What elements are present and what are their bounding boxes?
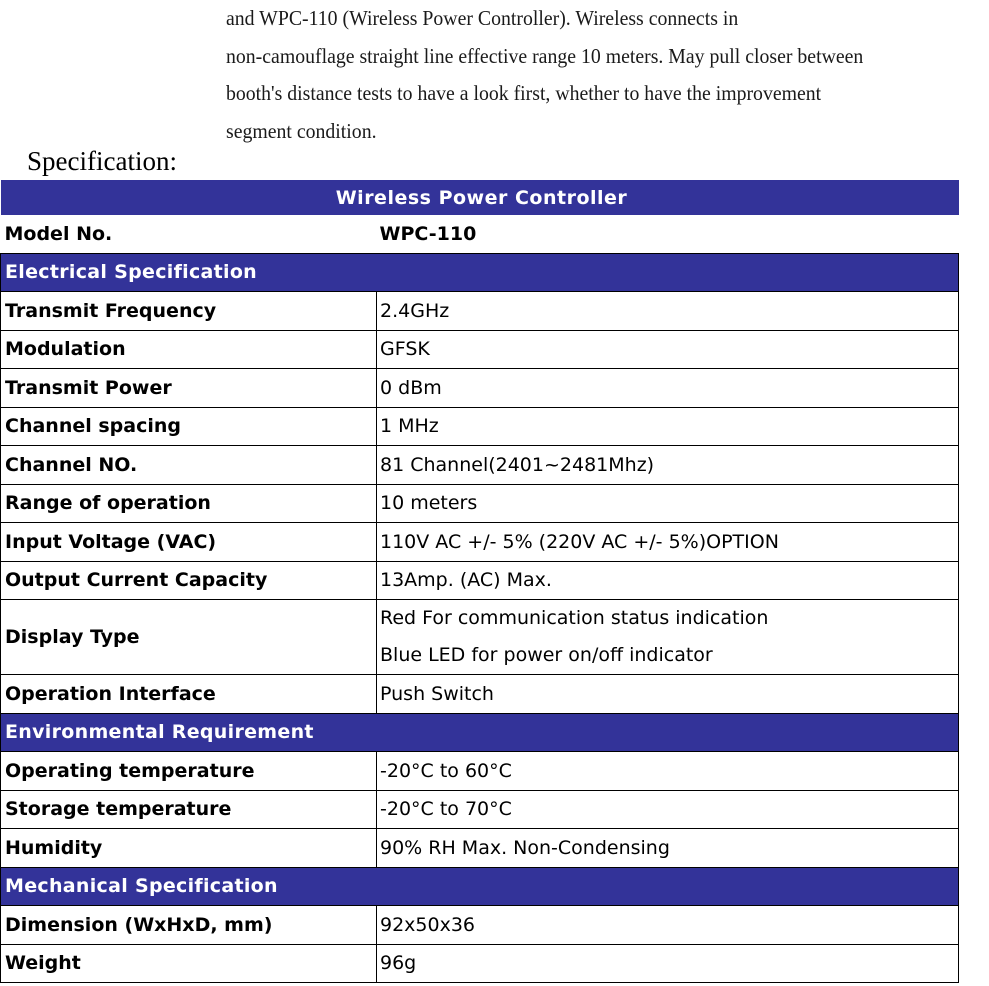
spec-value: 10 meters <box>377 484 959 523</box>
spec-label: Storage temperature <box>1 790 377 829</box>
spec-label: Range of operation <box>1 484 377 523</box>
section-title: Environmental Requirement <box>1 713 959 752</box>
spec-label: Transmit Power <box>1 369 377 408</box>
section-title: Electrical Specification <box>1 253 959 292</box>
spec-value: 0 dBm <box>377 369 959 408</box>
spec-label: Operating temperature <box>1 752 377 791</box>
section-header-electrical <box>1 253 959 292</box>
specification-heading: Specification: <box>27 146 177 176</box>
spec-label: Humidity <box>1 829 377 868</box>
product-name: WPC-110 (Wireless Power Controller) <box>259 6 566 30</box>
intro-paragraph <box>226 0 928 150</box>
section-header-mechanical <box>1 867 959 906</box>
display-type-line-1: Red For communication status indication <box>380 607 769 629</box>
section-title: Mechanical Specification <box>1 867 959 906</box>
table-row <box>1 561 959 600</box>
spec-label: Operation Interface <box>1 675 377 714</box>
table-title-row <box>1 180 959 215</box>
specification-table <box>0 180 959 983</box>
spec-label: Channel spacing <box>1 407 377 446</box>
spec-value: GFSK <box>377 330 959 369</box>
spec-value: -20°C to 60°C <box>377 752 959 791</box>
display-type-line-2: Blue LED for power on/off indicator <box>380 644 713 666</box>
spec-value: 110V AC +/- 5% (220V AC +/- 5%)OPTION <box>377 523 959 562</box>
table-row <box>1 446 959 485</box>
spec-value <box>377 600 959 675</box>
spec-label: Output Current Capacity <box>1 561 377 600</box>
table-row <box>1 292 959 331</box>
table-row <box>1 752 959 791</box>
intro-line-4: segment condition. <box>226 118 377 143</box>
spec-value: 90% RH Max. Non-Condensing <box>377 829 959 868</box>
spec-label: Input Voltage (VAC) <box>1 523 377 562</box>
spec-label: Modulation <box>1 330 377 369</box>
spec-label: Channel NO. <box>1 446 377 485</box>
spec-value: 2.4GHz <box>377 292 959 331</box>
spec-value: 13Amp. (AC) Max. <box>377 561 959 600</box>
intro-line-2: non-camouflage straight line effective range 10 meters. May pull closer between <box>226 43 864 68</box>
intro-line-1-prefix: and <box>226 6 260 30</box>
table-row <box>1 675 959 714</box>
table-row <box>1 944 959 983</box>
model-label: Model No. <box>4 222 113 245</box>
table-row <box>1 906 959 945</box>
table-row <box>1 600 959 675</box>
spec-label: Transmit Frequency <box>1 292 377 331</box>
spec-value: Push Switch <box>377 675 959 714</box>
spec-value: 81 Channel(2401~2481Mhz) <box>377 446 959 485</box>
table-row <box>1 484 959 523</box>
intro-line-3: booth's distance tests to have a look first, whether to have the improvement <box>226 81 822 105</box>
table-title: Wireless Power Controller <box>1 180 959 215</box>
spec-value: 96g <box>377 944 959 983</box>
model-row <box>1 215 959 253</box>
table-row <box>1 369 959 408</box>
spec-label: Display Type <box>1 600 377 675</box>
table-row <box>1 330 959 369</box>
table-row <box>1 407 959 446</box>
spec-label: Dimension (WxHxD, mm) <box>1 906 377 945</box>
spec-value: -20°C to 70°C <box>377 790 959 829</box>
intro-line-1-suffix: . Wireless connects in <box>565 6 739 30</box>
section-header-environmental <box>1 713 959 752</box>
table-row <box>1 829 959 868</box>
spec-value: 92x50x36 <box>377 906 959 945</box>
spec-label: Weight <box>1 944 377 983</box>
table-row <box>1 523 959 562</box>
spec-value: 1 MHz <box>377 407 959 446</box>
table-row <box>1 790 959 829</box>
intro-line-1 <box>226 0 928 38</box>
model-value: WPC-110 <box>379 222 477 245</box>
